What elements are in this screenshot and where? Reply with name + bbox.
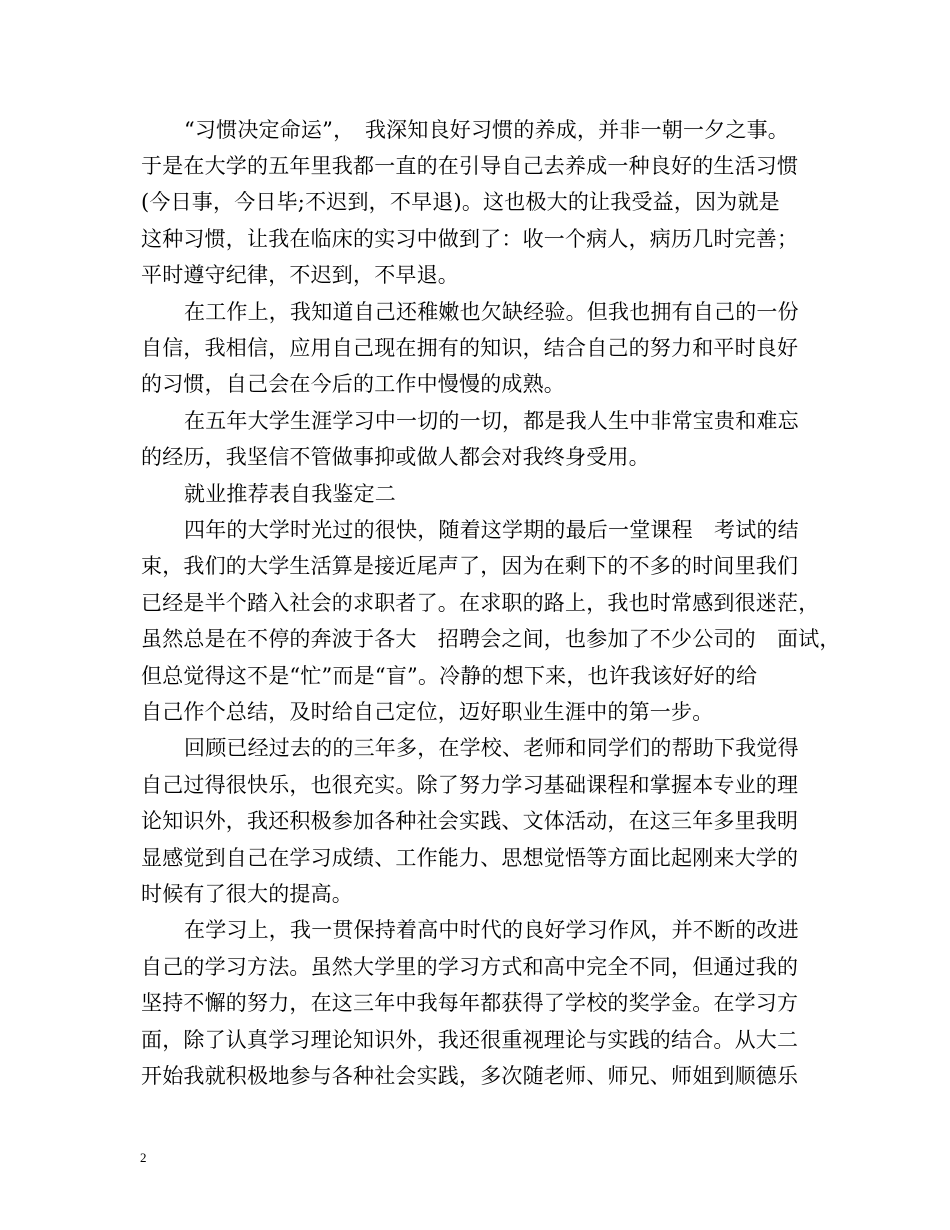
text-line: 论知识外，我还积极参加各种社会实践、文体活动，在这三年多里我明 xyxy=(141,809,799,833)
text-line: 开始我就积极地参与各种社会实践，多次随老师、师兄、师姐到顺德乐 xyxy=(141,1064,799,1088)
text-line: 自己作个总结，及时给自己定位，迈好职业生涯中的第一步。 xyxy=(141,700,714,724)
text-line: 于是在大学的五年里我都一直的在引导自己去养成一种良好的生活习惯 xyxy=(141,154,799,178)
text-line: 在工作上，我知道自己还稚嫩也欠缺经验。但我也拥有自己的一份 xyxy=(184,300,799,324)
text-line: “习惯决定命运”， 我深知良好习惯的养成，并非一朝一夕之事。 xyxy=(184,118,789,142)
text-line: (今日事，今日毕;不迟到，不早退)。这也极大的让我受益，因为就是 xyxy=(141,190,780,214)
text-line: 已经是半个踏入社会的求职者了。在求职的路上，我也时常感到很迷茫， xyxy=(141,591,820,615)
section-heading: 就业推荐表自我鉴定二 xyxy=(184,482,396,506)
text-line: 自信，我相信，应用自己现在拥有的知识，结合自己的努力和平时良好 xyxy=(141,336,799,360)
text-line: 这种习惯，让我在临床的实习中做到了：收一个病人，病历几时完善； xyxy=(141,227,799,251)
page-number: 2 xyxy=(140,1150,147,1165)
text-line: 的经历，我坚信不管做事抑或做人都会对我终身受用。 xyxy=(141,445,650,469)
text-line: 坚持不懈的努力，在这三年中我每年都获得了学校的奖学金。在学习方 xyxy=(141,991,799,1015)
text-line: 自己的学习方法。虽然大学里的学习方式和高中完全不同，但通过我的 xyxy=(141,955,799,979)
text-line: 回顾已经过去的的三年多，在学校、老师和同学们的帮助下我觉得 xyxy=(184,736,799,760)
text-line: 的习惯，自己会在今后的工作中慢慢的成熟。 xyxy=(141,372,565,396)
text-line: 束，我们的大学生活算是接近尾声了，因为在剩下的不多的时间里我们 xyxy=(141,554,799,578)
text-line: 四年的大学时光过的很快，随着这学期的最后一堂课程 考试的结 xyxy=(184,518,799,542)
text-line: 在学习上，我一贯保持着高中时代的良好学习作风，并不断的改进 xyxy=(184,918,799,942)
text-line: 平时遵守纪律，不迟到，不早退。 xyxy=(141,263,459,287)
text-line: 自己过得很快乐，也很充实。除了努力学习基础课程和掌握本专业的理 xyxy=(141,773,799,797)
text-line: 时候有了很大的提高。 xyxy=(141,882,353,906)
text-line: 但总觉得这不是“忙”而是“盲”。冷静的想下来，也许我该好好的给 xyxy=(141,664,758,688)
text-line: 在五年大学生涯学习中一切的一切，都是我人生中非常宝贵和难忘 xyxy=(184,409,799,433)
text-line: 虽然总是在不停的奔波于各大 招聘会之间，也参加了不少公司的 面试， xyxy=(141,627,841,651)
text-line: 面，除了认真学习理论知识外，我还很重视理论与实践的结合。从大二 xyxy=(141,1028,799,1052)
text-line: 显感觉到自己在学习成绩、工作能力、思想觉悟等方面比起刚来大学的 xyxy=(141,846,799,870)
